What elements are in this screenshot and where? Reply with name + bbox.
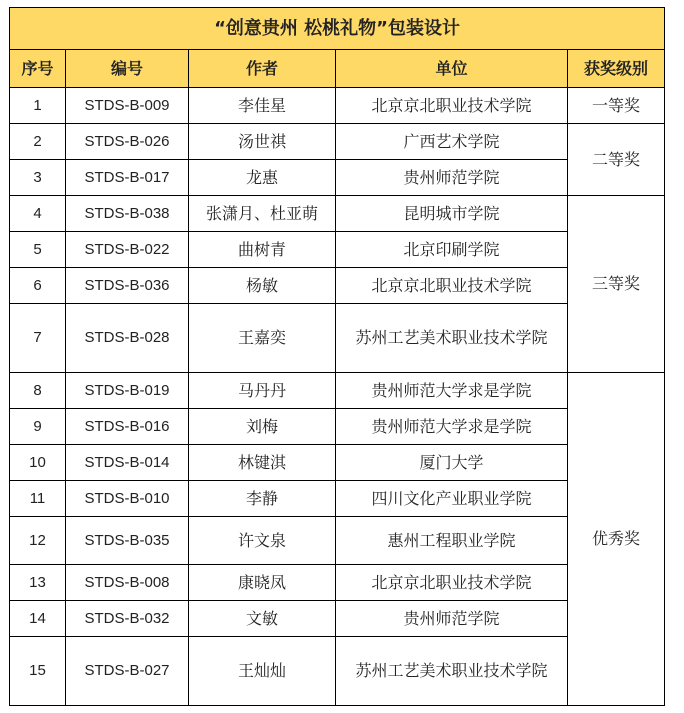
cell-author: 文敏	[189, 601, 336, 637]
table-row	[10, 481, 665, 517]
cell-code: STDS-B-017	[66, 160, 189, 196]
table-row	[10, 160, 665, 196]
cell-unit: 惠州工程职业学院	[336, 517, 568, 565]
cell-index: 3	[10, 160, 66, 196]
cell-index: 12	[10, 517, 66, 565]
cell-index: 13	[10, 565, 66, 601]
cell-code: STDS-B-036	[66, 268, 189, 304]
cell-author: 龙惠	[189, 160, 336, 196]
cell-author: 汤世祺	[189, 124, 336, 160]
cell-unit: 贵州师范学院	[336, 601, 568, 637]
table-row	[10, 373, 665, 409]
award-second: 二等奖	[568, 124, 665, 196]
cell-author: 李佳星	[189, 88, 336, 124]
award-excellence: 优秀奖	[568, 373, 665, 706]
award-first: 一等奖	[568, 88, 665, 124]
cell-code: STDS-B-009	[66, 88, 189, 124]
cell-unit: 广西艺术学院	[336, 124, 568, 160]
header-row	[10, 50, 665, 88]
cell-author: 林键淇	[189, 445, 336, 481]
table-row	[10, 196, 665, 232]
cell-index: 15	[10, 637, 66, 706]
cell-index: 10	[10, 445, 66, 481]
table-row	[10, 445, 665, 481]
cell-unit: 贵州师范学院	[336, 160, 568, 196]
cell-code: STDS-B-016	[66, 409, 189, 445]
award-third: 三等奖	[568, 196, 665, 373]
cell-index: 2	[10, 124, 66, 160]
cell-code: STDS-B-022	[66, 232, 189, 268]
cell-author: 刘梅	[189, 409, 336, 445]
table-row	[10, 232, 665, 268]
cell-code: STDS-B-035	[66, 517, 189, 565]
table-row	[10, 88, 665, 124]
cell-index: 5	[10, 232, 66, 268]
header-unit: 单位	[336, 50, 568, 88]
cell-author: 李静	[189, 481, 336, 517]
cell-unit: 苏州工艺美术职业技术学院	[336, 637, 568, 706]
cell-code: STDS-B-019	[66, 373, 189, 409]
cell-index: 7	[10, 304, 66, 373]
cell-unit: 苏州工艺美术职业技术学院	[336, 304, 568, 373]
cell-author: 张潇月、杜亚萌	[189, 196, 336, 232]
cell-index: 1	[10, 88, 66, 124]
cell-author: 杨敏	[189, 268, 336, 304]
header-author: 作者	[189, 50, 336, 88]
cell-author: 曲树青	[189, 232, 336, 268]
cell-unit: 北京印刷学院	[336, 232, 568, 268]
cell-unit: 四川文化产业职业学院	[336, 481, 568, 517]
cell-author: 王嘉奕	[189, 304, 336, 373]
cell-unit: 贵州师范大学求是学院	[336, 409, 568, 445]
cell-index: 9	[10, 409, 66, 445]
cell-code: STDS-B-028	[66, 304, 189, 373]
cell-author: 马丹丹	[189, 373, 336, 409]
award-table	[9, 7, 665, 706]
cell-code: STDS-B-010	[66, 481, 189, 517]
table-row	[10, 409, 665, 445]
table-row	[10, 565, 665, 601]
cell-author: 王灿灿	[189, 637, 336, 706]
cell-code: STDS-B-027	[66, 637, 189, 706]
cell-code: STDS-B-008	[66, 565, 189, 601]
table-row	[10, 268, 665, 304]
header-award: 获奖级别	[568, 50, 665, 88]
table-row	[10, 304, 665, 373]
cell-index: 8	[10, 373, 66, 409]
cell-unit: 昆明城市学院	[336, 196, 568, 232]
table-row	[10, 517, 665, 565]
cell-code: STDS-B-014	[66, 445, 189, 481]
title-row	[10, 8, 665, 50]
table-row	[10, 124, 665, 160]
cell-author: 许文泉	[189, 517, 336, 565]
cell-code: STDS-B-026	[66, 124, 189, 160]
header-index: 序号	[10, 50, 66, 88]
cell-unit: 北京京北职业技术学院	[336, 268, 568, 304]
cell-code: STDS-B-032	[66, 601, 189, 637]
cell-index: 6	[10, 268, 66, 304]
cell-unit: 厦门大学	[336, 445, 568, 481]
table-row	[10, 601, 665, 637]
cell-author: 康晓凤	[189, 565, 336, 601]
cell-code: STDS-B-038	[66, 196, 189, 232]
cell-unit: 北京京北职业技术学院	[336, 565, 568, 601]
cell-unit: 贵州师范大学求是学院	[336, 373, 568, 409]
cell-index: 14	[10, 601, 66, 637]
cell-unit: 北京京北职业技术学院	[336, 88, 568, 124]
cell-index: 11	[10, 481, 66, 517]
table-title: “创意贵州 松桃礼物”包装设计	[10, 8, 665, 50]
cell-index: 4	[10, 196, 66, 232]
header-code: 编号	[66, 50, 189, 88]
table-row	[10, 637, 665, 706]
